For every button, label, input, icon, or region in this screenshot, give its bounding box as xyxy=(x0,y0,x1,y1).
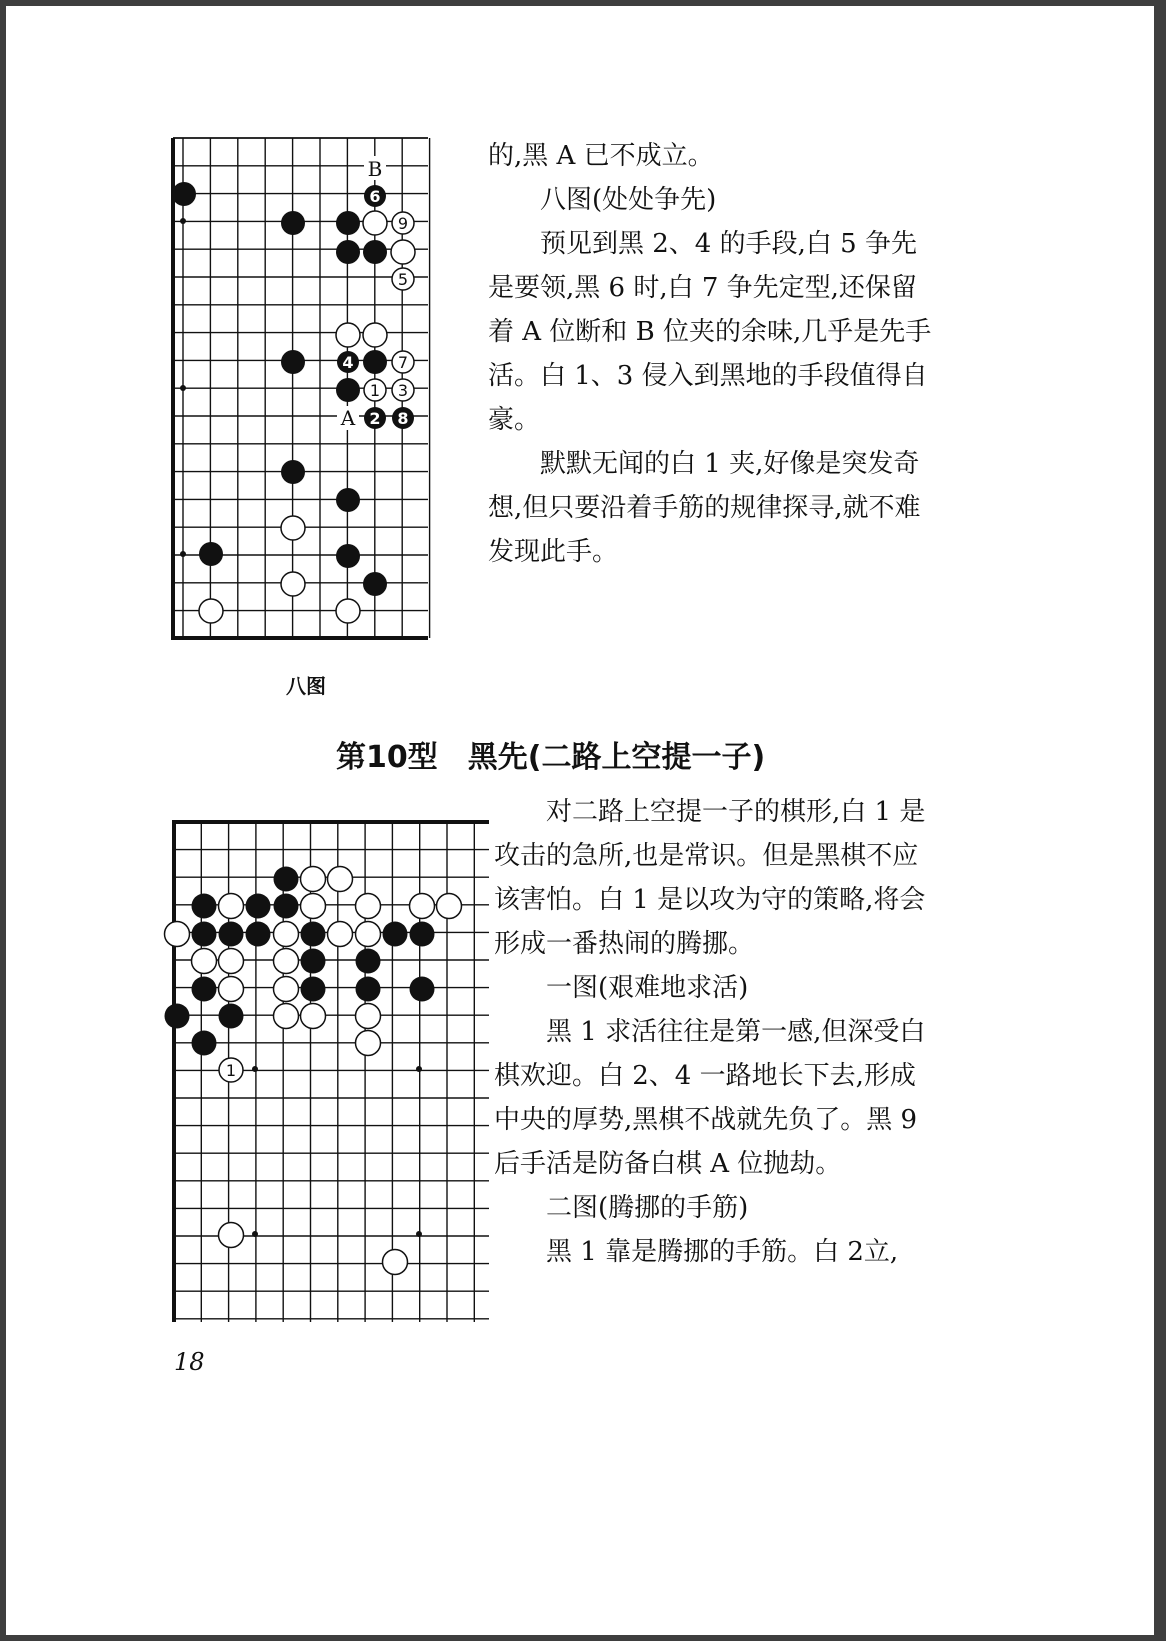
black-stone xyxy=(410,922,435,947)
upper-text-column xyxy=(488,134,934,574)
white-stone xyxy=(356,894,381,919)
white-stone xyxy=(274,1004,299,1029)
white-stone xyxy=(219,949,244,974)
move-3-label: 3 xyxy=(397,381,409,400)
white-stone xyxy=(199,599,223,623)
black-stone xyxy=(192,894,217,919)
page-number: 18 xyxy=(174,1348,205,1376)
black-stone xyxy=(199,542,223,566)
go-diagram-fig8 xyxy=(156,126,446,646)
white-stone xyxy=(363,323,387,347)
black-stone xyxy=(192,977,217,1002)
move-1-label: 1 xyxy=(225,1061,237,1080)
book-page xyxy=(6,6,1154,1635)
white-stone xyxy=(219,977,244,1002)
white-stone xyxy=(328,922,353,947)
white-stone xyxy=(274,977,299,1002)
white-stone xyxy=(437,894,462,919)
black-stone xyxy=(219,922,244,947)
white-stone xyxy=(301,1004,326,1029)
black-stone xyxy=(192,922,217,947)
black-stone xyxy=(336,544,360,568)
white-stone xyxy=(192,949,217,974)
move-8-label: 8 xyxy=(397,409,409,428)
black-stone xyxy=(363,572,387,596)
black-stone xyxy=(165,1004,190,1029)
move-5-label: 5 xyxy=(397,270,409,289)
black-stone xyxy=(172,182,196,206)
white-stone xyxy=(336,599,360,623)
black-stone xyxy=(281,211,305,235)
paragraph-heading: 八图(处处争先) xyxy=(488,185,717,215)
move-2-label: 2 xyxy=(369,409,381,428)
black-stone xyxy=(219,1004,244,1029)
white-stone xyxy=(356,1031,381,1056)
black-stone xyxy=(274,894,299,919)
paragraph-heading: 二图(腾挪的手筋) xyxy=(494,1193,749,1223)
black-stone xyxy=(192,1031,217,1056)
black-stone xyxy=(336,211,360,235)
white-stone xyxy=(281,572,305,596)
section-heading: 第10型 黑先(二路上空提一子) xyxy=(336,740,766,775)
white-stone xyxy=(356,1004,381,1029)
white-stone xyxy=(328,867,353,892)
black-stone xyxy=(246,922,271,947)
black-stone xyxy=(301,977,326,1002)
white-stone xyxy=(165,922,190,947)
label-B: B xyxy=(367,157,383,181)
white-stone xyxy=(336,323,360,347)
white-stone xyxy=(274,949,299,974)
black-stone xyxy=(301,922,326,947)
paragraph: 的,黑 A 已不成立。 xyxy=(488,141,714,171)
white-stone xyxy=(410,894,435,919)
white-stone xyxy=(383,1250,408,1275)
black-stone xyxy=(383,922,408,947)
black-stone xyxy=(301,949,326,974)
label-A: A xyxy=(340,406,356,430)
paragraph: 预见到黑 2、4 的手段,白 5 争先是要领,黑 6 时,白 7 争先定型,还保留着 A 位断和 B 位夹的余味,几乎是先手活。白 1、3 侵入到黑地的手段值得自豪。 xyxy=(488,229,932,435)
black-stone xyxy=(336,488,360,512)
white-stone xyxy=(274,922,299,947)
black-stone xyxy=(356,977,381,1002)
black-stone xyxy=(356,949,381,974)
black-stone xyxy=(363,350,387,374)
move-1-label: 1 xyxy=(369,381,381,400)
go-diagram-type10 xyxy=(154,810,499,1330)
black-stone xyxy=(336,240,360,264)
paragraph-heading: 一图(艰难地求活) xyxy=(494,973,749,1003)
paragraph: 默默无闻的白 1 夹,好像是突发奇想,但只要沿着手筋的规律探寻,就不难发现此手。 xyxy=(488,449,921,567)
white-stone xyxy=(281,516,305,540)
white-stone xyxy=(356,922,381,947)
black-stone xyxy=(246,894,271,919)
white-stone xyxy=(301,867,326,892)
white-stone xyxy=(219,1223,244,1248)
black-stone xyxy=(336,378,360,402)
lower-text-column xyxy=(494,790,934,1274)
black-stone xyxy=(281,350,305,374)
paragraph: 黑 1 求活往往是第一感,但深受白棋欢迎。白 2、4 一路地长下去,形成中央的厚势,黑棋不战就先负了。黑 9 后手活是防备白棋 A 位抛劫。 xyxy=(494,1017,926,1179)
paragraph: 对二路上空提一子的棋形,白 1 是攻击的急所,也是常识。但是黑棋不应该害怕。白 1 是以攻为守的策略,将会形成一番热闹的腾挪。 xyxy=(494,797,926,959)
move-7-label: 7 xyxy=(397,353,409,372)
white-stone xyxy=(363,211,387,235)
paragraph: 黑 1 靠是腾挪的手筋。白 2立, xyxy=(494,1237,899,1267)
white-stone xyxy=(391,240,415,264)
black-stone xyxy=(281,460,305,484)
black-stone xyxy=(363,240,387,264)
move-4-label: 4 xyxy=(342,353,354,372)
black-stone xyxy=(274,867,299,892)
white-stone xyxy=(301,894,326,919)
black-stone xyxy=(410,977,435,1002)
diagram-caption-fig8: 八图 xyxy=(286,674,326,698)
move-6-label: 6 xyxy=(369,187,381,206)
move-9-label: 9 xyxy=(397,214,409,233)
white-stone xyxy=(219,894,244,919)
